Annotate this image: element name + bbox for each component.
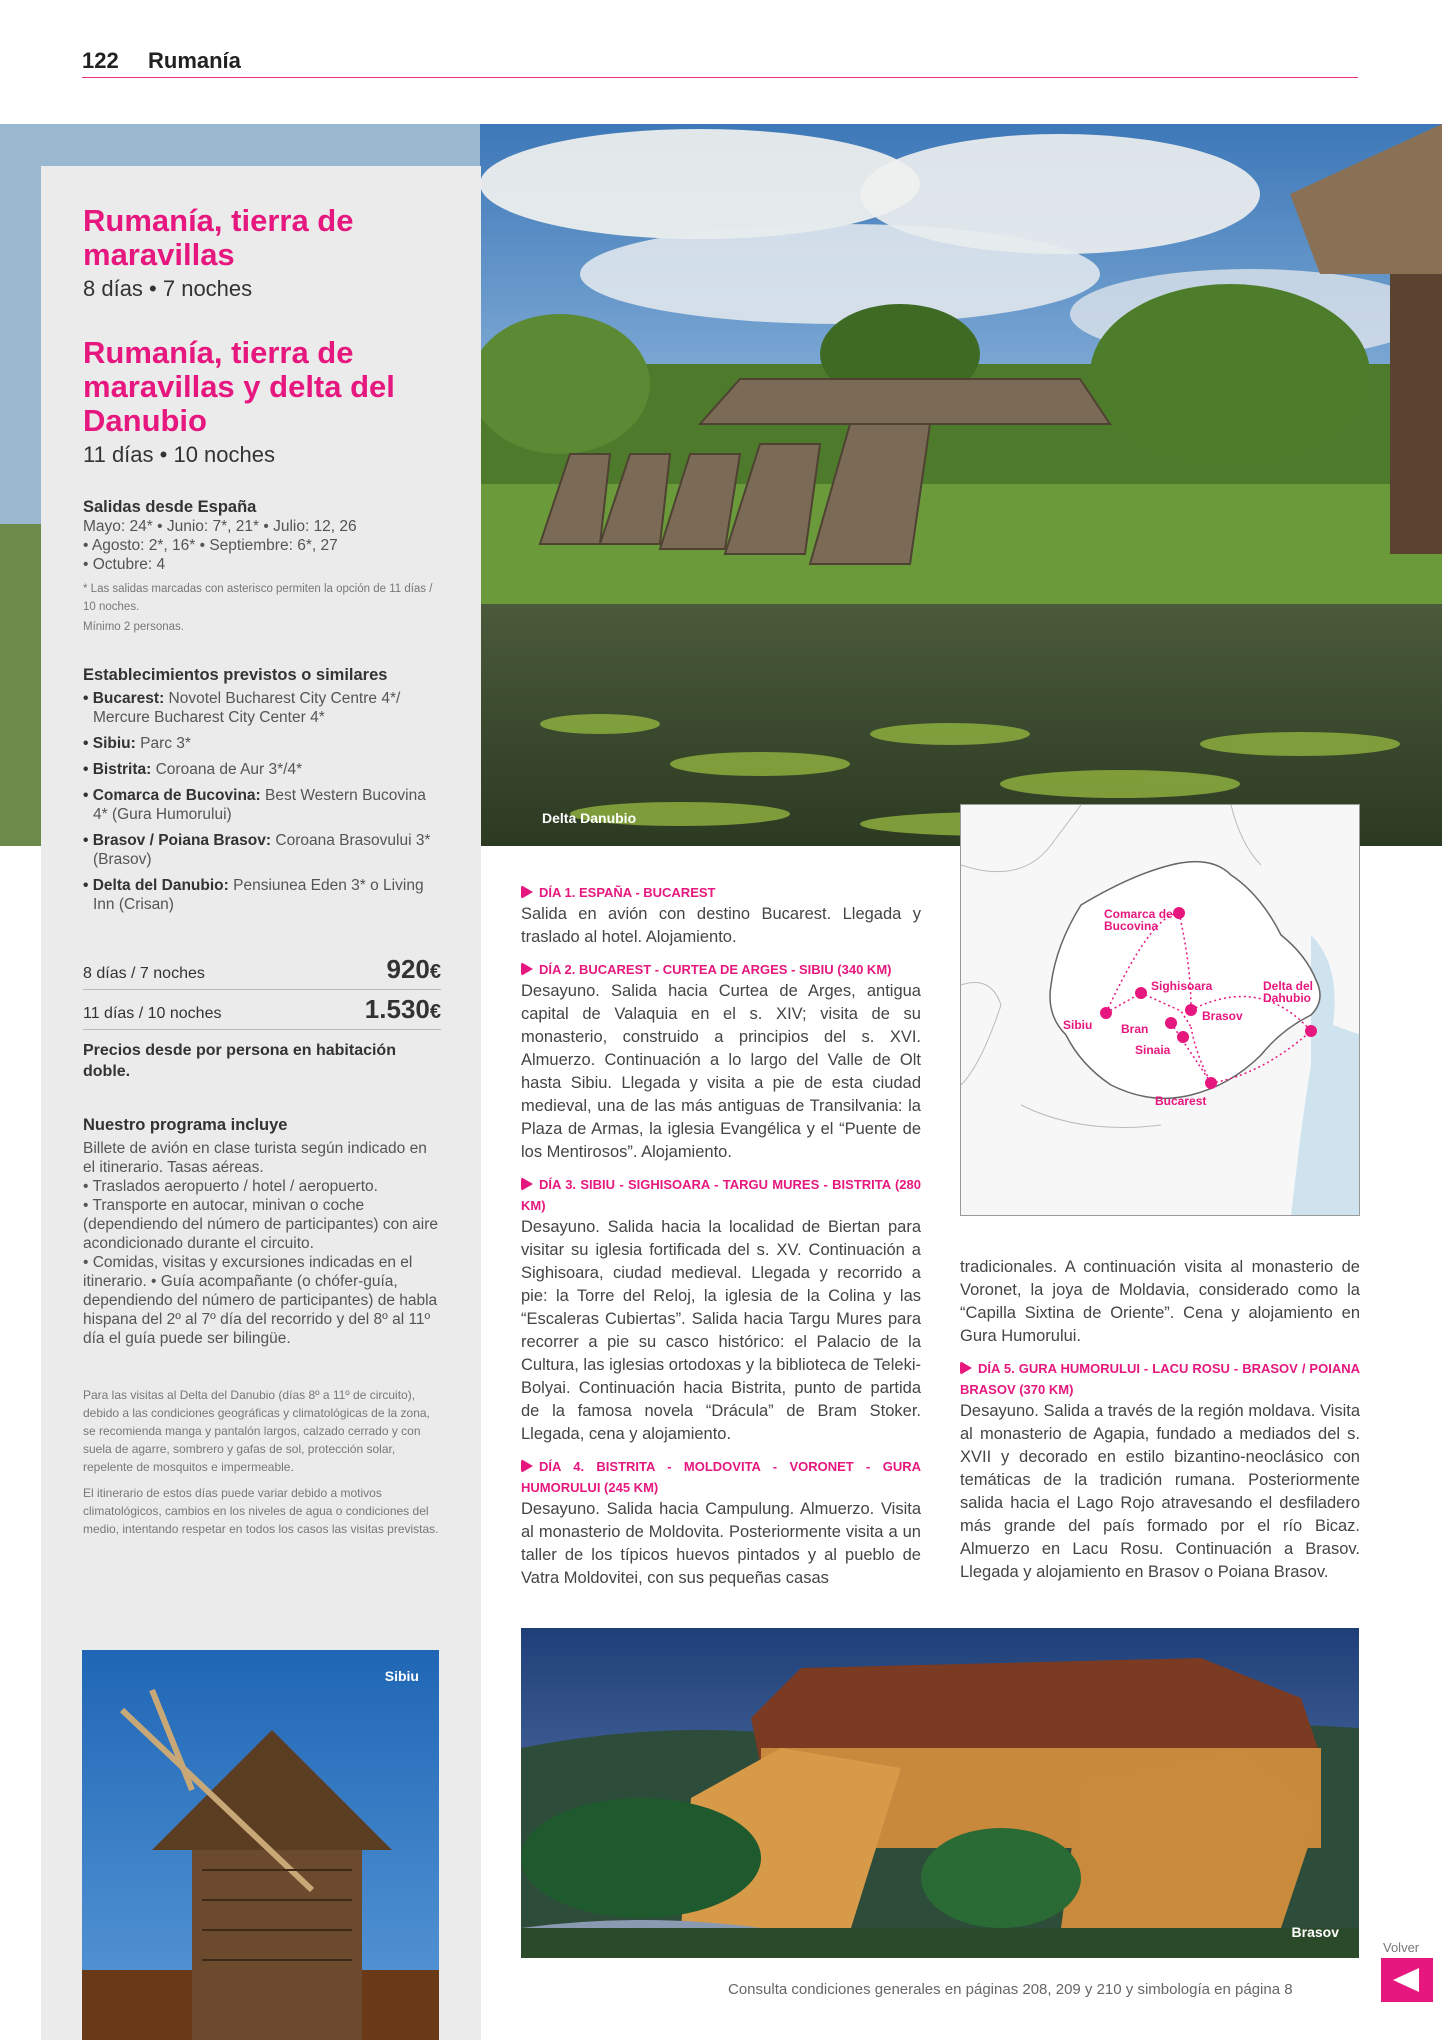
day-text: Salida en avión con destino Bucarest. Llegada y traslado al hotel. Alojamiento. — [521, 905, 921, 946]
day-heading: DÍA 4. BISTRITA - MOLDOVITA - VORONET - GURA HUMORULUI (245 KM) — [521, 1459, 921, 1495]
itinerary-column-2 — [960, 1256, 1360, 1584]
map-label-sibiu: Sibiu — [1063, 1018, 1093, 1032]
page-number: 122 — [82, 48, 119, 73]
bullet-arrow-icon — [521, 885, 533, 899]
list-item — [83, 689, 441, 727]
day-heading: DÍA 1. ESPAÑA - BUCAREST — [521, 882, 921, 903]
brasov-caption: Brasov — [1291, 1924, 1339, 1940]
map-label-sighisoara: Sighisoara — [1151, 979, 1213, 993]
hotel-name: Best Western Bucovina 4* (Gura Humorului) — [93, 787, 426, 823]
departures-note: * Las salidas marcadas con asterisco permiten la opción de 11 días / 10 noches. — [83, 583, 433, 613]
price-value: 1.530€ — [364, 994, 441, 1024]
bullet-arrow-icon — [521, 962, 533, 976]
page-header — [82, 48, 1358, 78]
price-row — [83, 950, 441, 990]
itinerary-column-1 — [521, 882, 921, 1590]
hotels-list — [83, 689, 441, 914]
price-label: 8 días / 7 noches — [83, 965, 205, 982]
hotel-city: • Comarca de Bucovina: — [83, 787, 261, 804]
price-value: 920€ — [386, 954, 441, 984]
map-label-bucovina: Comarca de Bucovina — [1104, 907, 1173, 933]
includes-text: Billete de avión en clase turista según indicado en el itinerario. Tasas aéreas. • Traslados aeropuerto / hotel / aeropuerto. • Transporte en autocar, minivan o coche (dependiendo del número de participantes) con aire acondicionado durante el circuito. • Comidas, visitas y excursiones indicadas en el itinerario. • Guía acompañante (o chófer-guía, dependiendo del número de participantes) de habla hispana del 2º al 7º día del recorrido y del 8º al 11º día el guía puede ser bilingüe. — [83, 1140, 439, 1347]
trip2-title: Rumanía, tierra de maravillas y delta del Danubio — [83, 335, 395, 438]
map-label-brasov: Brasov — [1202, 1009, 1243, 1023]
back-button[interactable] — [1381, 1958, 1433, 2002]
day-text: Desayuno. Salida a través de la región moldava. Visita al monasterio de Agapia, fundado a mediados del s. XVII y decorado en estilo bizantino-neoclásico con temáticas de la tradición rumana. Posteriormente salida hacia el Lago Rojo atravesando el desfiladero más grande del país formado por el río Bicaz. Almuerzo en Lacu Rosu. Continuación a Brasov. Llegada y alojamiento en Brasov o Poiana Brasov. — [960, 1402, 1360, 1581]
hotel-name: Parc 3* — [140, 735, 191, 752]
route-map — [960, 804, 1360, 1216]
departures-line: • Agosto: 2*, 16* • Septiembre: 6*, 27 — [83, 537, 338, 554]
conditions-note: Consulta condiciones generales en páginas 208, 209 y 210 y simbología en página 8 — [728, 1981, 1293, 1998]
departures-heading: Salidas desde España — [83, 498, 257, 516]
day-text: Desayuno. Salida hacia la localidad de Biertan para visitar su iglesia fortificada del s. XV. Continuación a Sighisoara, ciudad medieval. Llegada y recorrido a pie: la Torre del Reloj, la iglesia de la Colina y las “Escaleras Cubiertas”. Salida hacia Targu Mures para recorrer a pie su casco histórico: el Palacio de la Cultura, las iglesias ortodoxas y la biblioteca de Teleki-Bolyai. Continuación hacia Bistrita, punto de partida de la famosa novela “Drácula” de Bram Stoker. Llegada, cena y alojamiento. — [521, 1218, 921, 1443]
hotel-city: • Brasov / Poiana Brasov: — [83, 832, 272, 849]
map-label-delta: Delta del Dahubio — [1263, 979, 1314, 1005]
trip1-duration: 8 días • 7 noches — [83, 276, 253, 301]
day-heading: DÍA 3. SIBIU - SIGHISOARA - TARGU MURES - BISTRITA (280 KM) — [521, 1177, 921, 1213]
trip1-title: Rumanía, tierra de maravillas — [83, 203, 354, 272]
list-item — [83, 831, 441, 869]
minimum-note: Mínimo 2 personas. — [83, 621, 184, 633]
photo-brasov-fortress — [521, 1628, 1359, 1958]
departures-line: Mayo: 24* • Junio: 7*, 21* • Julio: 12, 26 — [83, 518, 357, 535]
day-heading: DÍA 2. BUCAREST - CURTEA DE ARGES - SIBIU (340 KM) — [521, 959, 921, 980]
sibiu-caption: Sibiu — [384, 1668, 419, 1684]
hotel-name: Novotel Bucharest City Centre 4*/ Mercure Bucharest City Center 4* — [93, 690, 401, 726]
hotels-heading: Establecimientos previstos o similares — [83, 666, 388, 684]
map-label-sinaia: Sinaia — [1135, 1043, 1171, 1057]
photo-sibiu-windmill — [82, 1650, 439, 2040]
hotel-city: • Bistrita: — [83, 761, 152, 778]
map-label-bran: Bran — [1121, 1022, 1149, 1036]
departures-line: • Octubre: 4 — [83, 556, 166, 573]
day-text: Desayuno. Salida hacia Campulung. Almuerzo. Visita al monasterio de Moldovita. Posteriormente visita a un taller de los típicos huevos pintados y al pueblo de Vatra Moldovitei, con sus pequeñas casas — [521, 1500, 921, 1587]
price-label: 11 días / 10 noches — [83, 1005, 222, 1022]
hotel-city: • Bucarest: — [83, 690, 165, 707]
hotel-name: Pensiunea Eden 3* o Living Inn (Crisan) — [93, 877, 424, 913]
includes-heading: Nuestro programa incluye — [83, 1116, 288, 1134]
bullet-arrow-icon — [960, 1361, 972, 1375]
hotel-city: • Sibiu: — [83, 735, 136, 752]
delta-advice-note: Para las visitas al Delta del Danubio (días 8º a 11º de circuito), debido a las condiciones geográficas y climatológicas de la zona, se recomienda manga y pantalón largos, calzado cerrado y con suela de agarre, sombrero y gafas de sol, protección solar, repelente de mosquitos e impermeable. — [83, 1388, 430, 1474]
day-text: Desayuno. Salida hacia Curtea de Arges, antigua capital de Valaquia en el s. XIV; visita de su monasterio, construido a principios del s. XVI. Almuerzo. Continuación a lo largo del Valle de Olt hasta Sibiu. Llegada y visita a pie de esta ciudad medieval, una de las más antiguas de Transilvania: la Plaza de Armas, la iglesia Evangélica y el “Puente de los Mentirosos”. Alojamiento. — [521, 982, 921, 1161]
hotel-name: Coroana de Aur 3*/4* — [155, 761, 303, 778]
list-item — [83, 786, 441, 824]
list-item — [83, 734, 441, 753]
price-row — [83, 990, 441, 1030]
bullet-arrow-icon — [521, 1177, 533, 1191]
trip2-duration: 11 días • 10 noches — [83, 442, 275, 467]
price-table — [83, 950, 441, 1030]
hotel-city: • Delta del Danubio: — [83, 877, 229, 894]
bullet-arrow-icon — [521, 1459, 533, 1473]
section-title: Rumanía — [148, 48, 241, 73]
day-text: tradicionales. A continuación visita al monasterio de Voronet, la joya de Moldavia, considerado como la “Capilla Sixtina de Oriente”. Cena y alojamiento en Gura Humorului. — [960, 1258, 1360, 1345]
list-item — [83, 876, 441, 914]
back-arrow-icon — [1393, 1968, 1419, 1992]
back-label: Volver — [1383, 1940, 1420, 1955]
map-label-bucarest: Bucarest — [1155, 1094, 1207, 1108]
itinerary-variation-note: El itinerario de estos días puede variar debido a motivos climatológicos, cambios en los niveles de agua o condiciones del medio, intentando respetar en todos los casos las visitas previstas. — [83, 1486, 439, 1536]
list-item — [83, 760, 441, 779]
price-note: Precios desde por persona en habitación doble. — [83, 1042, 396, 1080]
hero-caption: Delta Danubio — [542, 810, 637, 826]
hotel-name: Coroana Brasovului 3* (Brasov) — [93, 832, 431, 868]
day-heading: DÍA 5. GURA HUMORULUI - LACU ROSU - BRASOV / POIANA BRASOV (370 KM) — [960, 1361, 1360, 1397]
